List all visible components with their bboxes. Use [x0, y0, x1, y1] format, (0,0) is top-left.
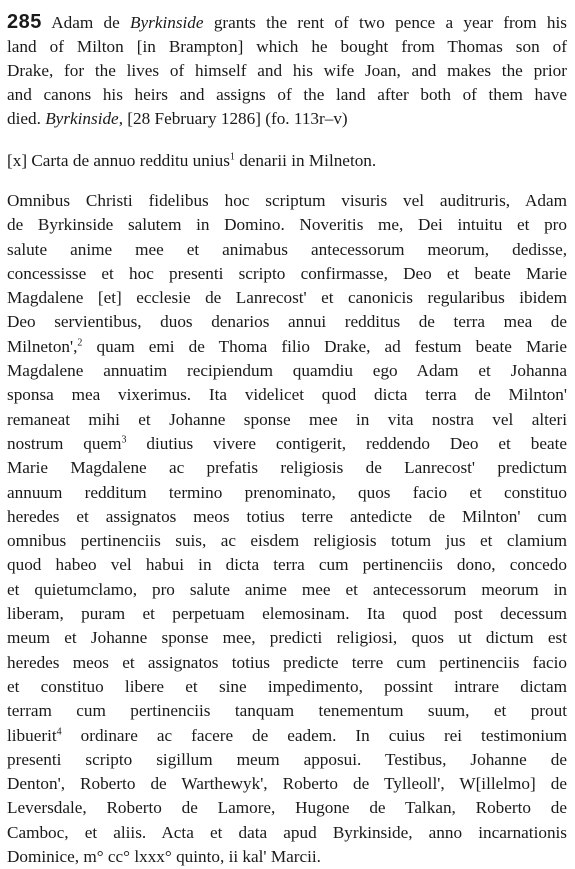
- charter-line: salute anime mee et animabus antecessorum meorum, dedisse,: [7, 239, 567, 259]
- summary-text: grants the rent of two pence a year from his: [203, 13, 567, 32]
- footnote-marker: 3: [121, 434, 127, 446]
- entry-summary: [7, 10, 567, 131]
- charter-line: sponsa mea vixerimus. Ita videlicet quod dicta terra de Milnton': [7, 385, 567, 405]
- charter-line: concessisse et hoc presenti scripto confirmasse, Deo et beate Marie: [7, 263, 567, 283]
- charter-line: quod habeo vel habui in dicta terra cum pertinenciis dono, concedo: [7, 555, 567, 575]
- charter-line: liberam, puram et perpetuam elemosinam. Ita quod post decessum: [7, 604, 567, 624]
- entry-number: 285: [7, 11, 42, 33]
- summary-line: land of Milton [in Brampton] which he bought from Thomas son of: [7, 37, 567, 56]
- charter-line: Camboc, et aliis. Acta et data apud Byrkinside, anno incarnationis: [7, 822, 567, 842]
- footnote-marker: 4: [56, 725, 62, 737]
- charter-line: terram cum pertinenciis tanquam tenementum suum, et prout: [7, 701, 567, 721]
- charter-rubric: [7, 149, 567, 173]
- charter-line: et quietumclamo, pro salute anime mee et antecessorum meorum in: [7, 579, 567, 599]
- charter-line: Magdalene [et] ecclesie de Lanrecost' et canonicis regularibus ibidem: [7, 288, 567, 308]
- charter-line: Dominice, m° cc° lxxx° quinto, ii kal' Marcii.: [7, 847, 321, 867]
- document-page: [7, 10, 567, 869]
- summary-place-name: Byrkinside: [130, 13, 204, 32]
- charter-line: Denton', Roberto de Warthewyk', Roberto de Tylleoll', W[illelmo] de: [7, 774, 567, 794]
- summary-place-name: Byrkinside: [45, 109, 119, 128]
- charter-line: nostrum quem$^3$ diutius vivere contigerit, reddendo Deo et beate: [7, 433, 567, 453]
- charter-line: Leversdale, Roberto de Lamore, Hugone de Talkan, Roberto de: [7, 798, 567, 818]
- charter-line: remaneat mihi et Johanne sponse mee in vita nostra vel alteri: [7, 409, 567, 429]
- summary-line: and canons his heirs and assigns of the land after both of them have: [7, 85, 567, 104]
- summary-text: Adam de: [51, 13, 131, 32]
- footnote-marker: 1: [229, 151, 235, 163]
- summary-line: [7, 10, 567, 35]
- charter-line: Omnibus Christi fidelibus hoc scriptum visuris vel auditruris, Adam: [7, 191, 567, 210]
- charter-line: annuum redditum termino prenominato, quos facio et constituo: [7, 482, 567, 502]
- charter-line: Deo servientibus, duos denarios annui redditus de terra mea de: [7, 312, 567, 332]
- charter-line: et constituo libere et sine impedimento, possint intrare dictam: [7, 676, 567, 696]
- charter-line: de Byrkinside salutem in Domino. Noveritis me, Dei intuitu et pro: [7, 215, 567, 235]
- charter-line: meum et Johanne sponse mee, predicti religiosi, quos ut dictum est: [7, 628, 567, 648]
- rubric-text: [x] Carta de annuo redditu unius: [7, 151, 230, 170]
- charter-line: omnibus pertinenciis suis, ac eisdem religiosis totum jus et clamium: [7, 531, 567, 551]
- summary-date-folio: , [28 February 1286] (fo. 113r–v): [118, 109, 348, 128]
- charter-line: Milneton',$^2$ quam emi de Thoma filio Drake, ad festum beate Marie: [7, 336, 567, 356]
- summary-line: Drake, for the lives of himself and his wife Joan, and makes the prior: [7, 61, 567, 80]
- rubric-text: denarii in Milneton.: [234, 151, 377, 170]
- charter-line: presenti scripto sigillum meum apposui. Testibus, Johanne de: [7, 749, 567, 769]
- charter-line: libuerit$^4$ ordinare ac facere de eadem. In cuius rei testimonium: [7, 725, 567, 745]
- charter-line: Magdalene annuatim recipiendum quamdiu ego Adam et Johanna: [7, 361, 567, 381]
- charter-line: Marie Magdalene ac prefatis religiosis de Lanrecost' predictum: [7, 458, 567, 478]
- charter-text: [7, 189, 567, 869]
- charter-line: heredes et assignatos meos totius terre antedicte de Milnton' cum: [7, 506, 567, 526]
- summary-text: died.: [7, 109, 46, 128]
- summary-line: [7, 107, 567, 131]
- charter-line: heredes meos et assignatos totius predicte terre cum pertinenciis facio: [7, 652, 567, 672]
- footnote-marker: 2: [77, 337, 83, 349]
